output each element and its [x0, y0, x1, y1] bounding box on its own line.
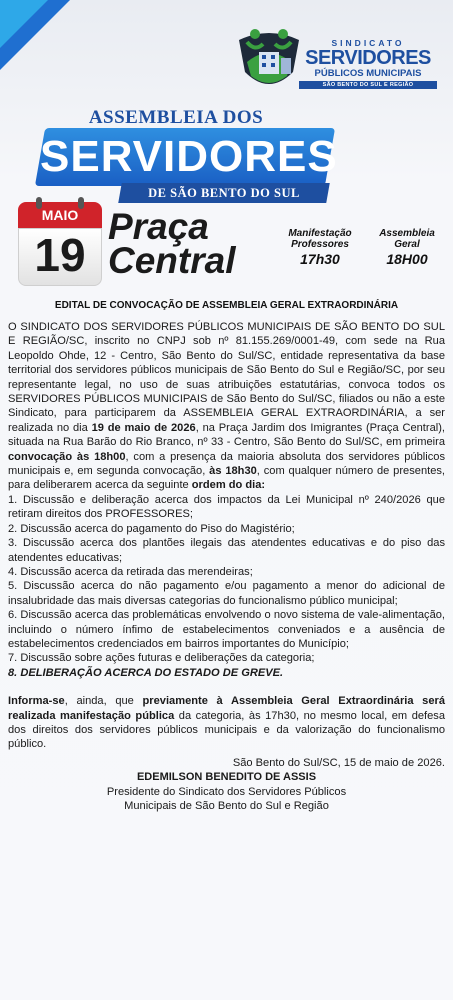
- event-manifestacao: [278, 228, 362, 268]
- agenda-item: 6. Discussão acerca das problemáticas envolvendo o novo sistema de vale-alimentação, incluindo o número ínfimo de estabelecimentos conveniados e a ausência de estabelecimentos credenciados em bairros importantes do Município;: [8, 609, 445, 650]
- title-line-2: SERVIDORES: [40, 132, 338, 181]
- agenda-item: 4. Discussão acerca da retirada das merendeiras;: [8, 565, 253, 578]
- event-time: 18H00: [386, 251, 428, 267]
- title-line-3: DE SÃO BENTO DO SUL: [148, 186, 300, 200]
- calendar-icon: [18, 202, 102, 286]
- convocation-paragraph: O SINDICATO DOS SERVIDORES PÚBLICOS MUNICIPAIS DE SÃO BENTO DO SUL E REGIÃO/SC, inscrito no CNPJ sob nº 81.155.269/0001-49, com sede na Rua Leopoldo Ohde, 12 - Centro, São Bento do Sul/SC, entidade representativa da base territorial dos servidores públicos municipais de São Bento do Sul e Região/SC, por seu representante legal, no uso de suas atribuições estatutárias, convoca todos os SERVIDORES PÚBLICOS MUNICIPAIS de São Bento do Sul/SC, filiados ou não a este Sindicato, para participarem da ASSEMBLEIA GERAL EXTRAORDINÁRIA, a ser realizada no dia 19 de maio de 2026, na Praça Jardim dos Imigrantes (Praça Central), situada na Rua Barão do Rio Branco, nº 33 - Centro, São Bento do Sul/SC, em primeira convocação às 18h00, com a presença da maioria absoluta dos servidores públicos municipais e, em segunda convocação, às 18h30, com qualquer número de presentes, para deliberarem acerca da seguinte ordem do dia:: [8, 321, 445, 492]
- edital-heading: EDITAL DE CONVOCAÇÃO DE ASSEMBLEIA GERAL EXTRAORDINÁRIA: [54, 300, 399, 311]
- event-label: Assembleia: [379, 228, 435, 239]
- calendar-day: 19: [34, 229, 86, 281]
- title-line-1: ASSEMBLEIA DOS: [88, 107, 264, 128]
- corner-decoration-inner: [0, 0, 48, 48]
- signer-name: EDEMILSON BENEDITO DE ASSIS: [136, 771, 317, 784]
- union-emblem-icon: [233, 22, 305, 102]
- place-date: São Bento do Sul/SC, 15 de maio de 2026.: [232, 756, 445, 769]
- agenda-item: 5. Discussão acerca do não pagamento e/ou pagamento a menor do adicional de insalubridade das mais diversas categorias do funcionalismo público municipal;: [8, 580, 445, 607]
- event-time: 17h30: [300, 251, 340, 267]
- signer-role-1: Presidente do Sindicato dos Servidores Públicos: [106, 785, 347, 798]
- calendar-month: MAIO: [41, 207, 79, 223]
- location-line-1: Praça: [108, 206, 209, 247]
- agenda-item: 1. Discussão e deliberação acerca dos impactos da Lei Municipal nº 240/2026 que retiram direitos dos PROFESSORES;: [8, 493, 445, 521]
- agenda-item: 2. Discussão acerca do pagamento do Piso do Magistério;: [8, 522, 295, 535]
- agenda-item: 7. Discussão sobre ações futuras e deliberações da categoria;: [8, 652, 315, 665]
- event-label: Professores: [291, 239, 349, 250]
- location-line-2: Central: [108, 240, 236, 281]
- event-label: Geral: [394, 239, 420, 250]
- logo-publicos: PÚBLICOS MUNICIPAIS: [314, 68, 422, 79]
- location-title: [108, 206, 278, 281]
- agenda-item-8: 8. DELIBERAÇÃO ACERCA DO ESTADO DE GREVE.: [8, 666, 284, 679]
- agenda-item: 3. Discussão acerca dos plantões ilegais das atendentes educativas e do piso das atendentes educativas;: [8, 537, 445, 564]
- event-assembleia: [370, 228, 444, 268]
- event-label: Manifestação: [288, 228, 352, 239]
- information-paragraph: Informa-se, ainda, que previamente à Assembleia Geral Extraordinária será realizada manifestação pública da categoria, às 17h30, no mesmo local, em defesa dos direitos dos servidores públicos municipais e da valorização do funcionalismo público.: [8, 695, 446, 751]
- logo-region: SÃO BENTO DO SUL E REGIÃO: [299, 81, 437, 89]
- edital-body: [8, 320, 445, 813]
- logo-sindicato: SINDICATO: [331, 38, 405, 48]
- logo-servidores: SERVIDORES: [305, 47, 431, 69]
- union-logo: [233, 22, 438, 102]
- signer-role-2: Municipais de São Bento do Sul e Região: [124, 800, 329, 812]
